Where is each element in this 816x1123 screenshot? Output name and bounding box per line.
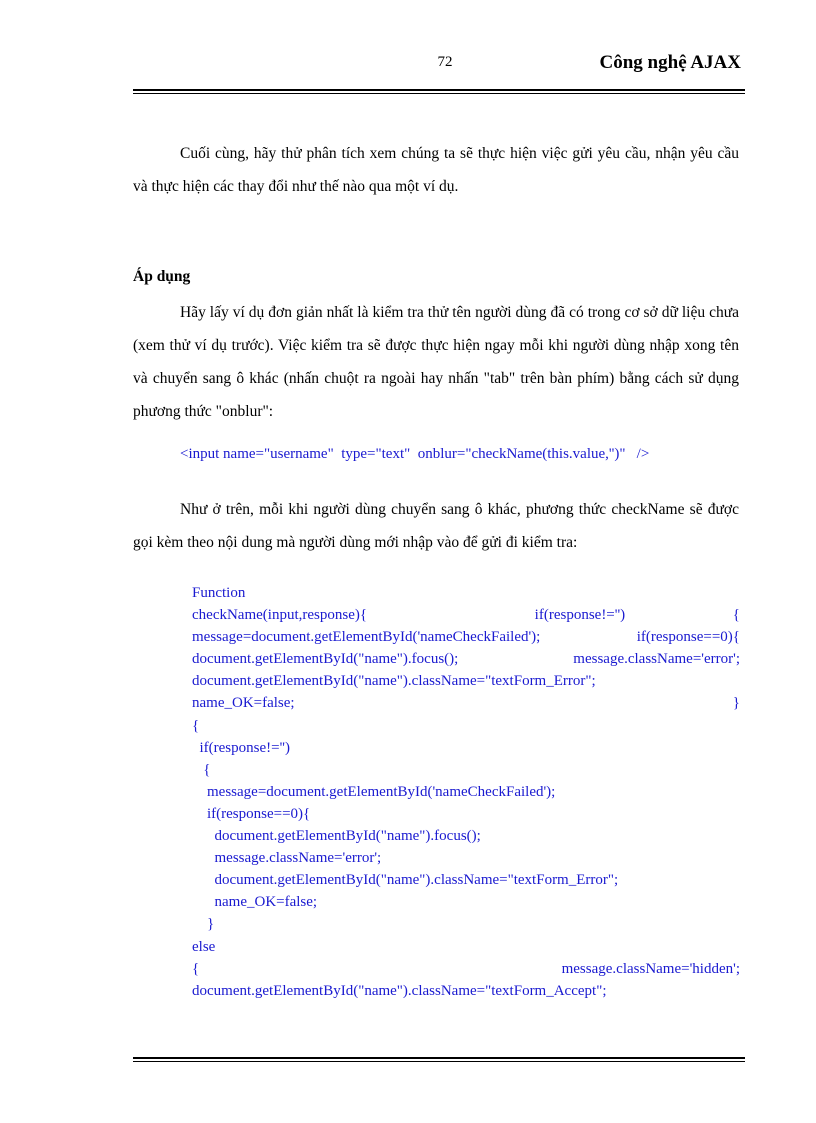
code-line	[192, 626, 740, 648]
code-line: if(response!='')	[192, 739, 290, 756]
code-segment: document.getElementById("name").focus();	[192, 651, 459, 668]
code-segment: {	[192, 960, 200, 977]
code-line: document.getElementById("name").className="textForm_Error";	[192, 673, 596, 690]
code-inline-input: <input name="username" type="text" onblur="checkName(this.value,'')" />	[180, 446, 650, 462]
code-line: message=document.getElementById('nameCheckFailed');	[192, 783, 556, 800]
code-segment: }	[732, 695, 740, 712]
paragraph-2-text: Hãy lấy ví dụ đơn giản nhất là kiểm tra thử tên người dùng đã có trong cơ sở dữ liệu chưa (xem thử ví dụ trước). Việc kiểm tra sẽ được thực hiện ngay mỗi khi người dùng nhập xong tên và chuyển sang ô khác (nhấn chuột ra ngoài hay nhấn "tab" trên bàn phím) bằng cách sử dụng phương thức "onblur":	[133, 304, 739, 420]
code-segment: message.className='error';	[573, 651, 740, 668]
code-line: document.getElementById("name").className="textForm_Accept";	[192, 982, 607, 999]
code-segment: {	[732, 607, 740, 624]
section-heading: Áp dụng	[133, 268, 191, 285]
code-segment: message.className='hidden';	[561, 960, 740, 977]
code-line	[192, 958, 740, 980]
code-line: document.getElementById("name").className="textForm_Error";	[192, 872, 619, 889]
header-rule	[133, 89, 745, 94]
code-line	[192, 604, 740, 626]
paragraph-3	[133, 493, 739, 559]
code-line: {	[192, 717, 200, 734]
header-title: Công nghệ AJAX	[599, 52, 741, 73]
paragraph-2	[133, 296, 739, 428]
code-line	[192, 692, 740, 714]
intro-paragraph	[133, 137, 739, 203]
paragraph-3-text: Như ở trên, mỗi khi người dùng chuyển sang ô khác, phương thức checkName sẽ được gọi kèm theo nội dung mà người dùng mới nhập vào để gửi đi kiểm tra:	[133, 501, 739, 551]
code-segment: if(response==0){	[636, 629, 740, 646]
footer-rule	[133, 1057, 745, 1062]
code-segment: message=document.getElementById('nameCheckFailed');	[192, 629, 541, 646]
code-block	[192, 582, 740, 1002]
code-line: name_OK=false;	[192, 894, 318, 911]
page-number: 72	[437, 54, 453, 70]
code-line: message.className='error';	[192, 850, 382, 867]
code-line: Function	[192, 585, 246, 601]
code-segment: if(response!='')	[534, 607, 626, 624]
code-segment: name_OK=false;	[192, 695, 295, 712]
code-line: else	[192, 938, 216, 955]
code-line	[192, 648, 740, 670]
code-segment: checkName(input,response){	[192, 607, 368, 624]
code-line: document.getElementById("name").focus();	[192, 828, 481, 845]
code-line: }	[192, 916, 215, 933]
code-line: if(response==0){	[192, 805, 311, 822]
intro-paragraph-text: Cuối cùng, hãy thử phân tích xem chúng ta sẽ thực hiện việc gửi yêu cầu, nhận yêu cầu và thực hiện các thay đổi như thế nào qua một ví dụ.	[133, 145, 739, 195]
code-line: {	[192, 761, 211, 778]
